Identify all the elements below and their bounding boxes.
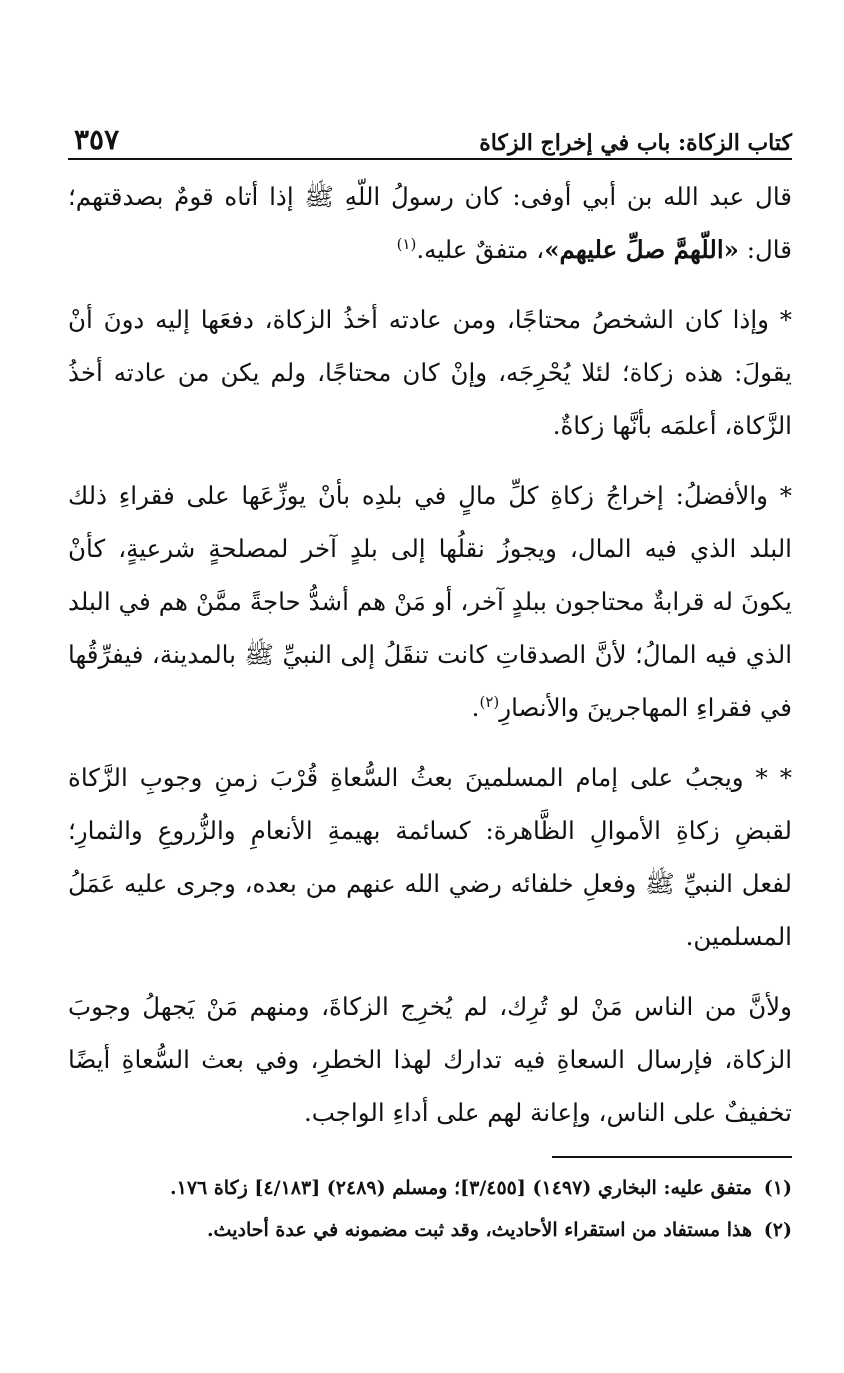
footnote-item bbox=[68, 1170, 792, 1206]
paragraph-text: قال عبد الله بن أبي أوفى: كان رسولُ اللّهِ ﷺ إذا أتاه قومٌ بصدقتهم؛ قال: bbox=[68, 182, 792, 264]
paragraph-transfer-zakat bbox=[68, 469, 792, 734]
paragraph-needy-person: * وإذا كان الشخصُ محتاجًا، ومن عادته أخذُ الزكاة، دفعَها إليه دونَ أنْ يقولَ: هذه زكاة؛ لئلا يُحْرِجَه، وإنْ كان محتاجًا، ولم يكن من عادته أخذُ الزَّكاة، أعلمَه بأنَّها زكاةٌ. bbox=[68, 305, 792, 440]
footnote-number: (٢) bbox=[763, 1219, 792, 1241]
footnote-text: هذا مستفاد من استقراء الأحاديث، وقد ثبت مضمونه في عدة أحاديث. bbox=[206, 1219, 752, 1241]
page-header bbox=[68, 112, 792, 160]
footnotes bbox=[68, 1170, 792, 1248]
footnote-divider bbox=[552, 1156, 792, 1158]
footnote-reference[interactable]: (١) bbox=[396, 234, 417, 253]
page-number: ٣٥٧ bbox=[74, 123, 120, 156]
paragraph-text: . bbox=[471, 693, 480, 722]
book-page bbox=[68, 112, 792, 1254]
footnote-reference[interactable]: (٢) bbox=[479, 692, 500, 711]
paragraph-text: ، متفقٌ عليه. bbox=[416, 235, 545, 264]
body-text bbox=[68, 170, 792, 1139]
paragraph-collectors: * * ويجبُ على إمام المسلمينَ بعثُ السُّعاةِ قُرْبَ زمنِ وجوبِ الزَّكاة لقبضِ زكاةِ الأموالِ الظَّاهرة: كسائمة بهيمةِ الأنعامِ والزُّروعِ والثمارِ؛ لفعل النبيِّ ﷺ وفعلِ خلفائه رضي الله عنهم من بعده، وجرى عليه عَمَلُ المسلمين. bbox=[68, 763, 792, 951]
footnote-item bbox=[68, 1212, 792, 1248]
running-title: كتاب الزكاة: باب في إخراج الزكاة bbox=[479, 130, 792, 156]
hadith-quote: «اللّهمَّ صلِّ عليهم» bbox=[544, 235, 739, 264]
paragraph-reason: ولأنَّ من الناس مَنْ لو تُرِك، لم يُخرِج الزكاةَ، ومنهم مَنْ يَجهلُ وجوبَ الزكاة، فإرسال السعاةِ فيه تدارك لهذا الخطرِ، وفي بعث السُّعاةِ أيضًا تخفيفٌ على الناس، وإعانة لهم على أداءِ الواجب. bbox=[68, 992, 792, 1127]
footnote-text: متفق عليه: البخاري (١٤٩٧) [٣/٤٥٥]؛ ومسلم (٢٤٨٩) [٤/١٨٣] زكاة ١٧٦. bbox=[169, 1177, 752, 1199]
footnote-number: (١) bbox=[763, 1177, 792, 1199]
paragraph-text: * والأفضلُ: إخراجُ زكاةِ كلِّ مالٍ في بلدِه بأنْ يوزِّعَها على فقراءِ ذلك البلد الذي فيه المال، ويجوزُ نقلُها إلى بلدٍ آخر لمصلحةٍ شرعيةٍ، كأنْ يكونَ له قرابةٌ محتاجون ببلدٍ آخر، أو مَنْ هم أشدُّ حاجةً ممَّنْ هم في البلد الذي فيه المالُ؛ لأنَّ الصدقاتِ كانت تنقَلُ إلى النبيِّ ﷺ بالمدينة، فيفرِّقُها في فقراءِ المهاجرينَ والأنصارِ bbox=[68, 481, 792, 722]
paragraph-hadith bbox=[68, 170, 792, 276]
